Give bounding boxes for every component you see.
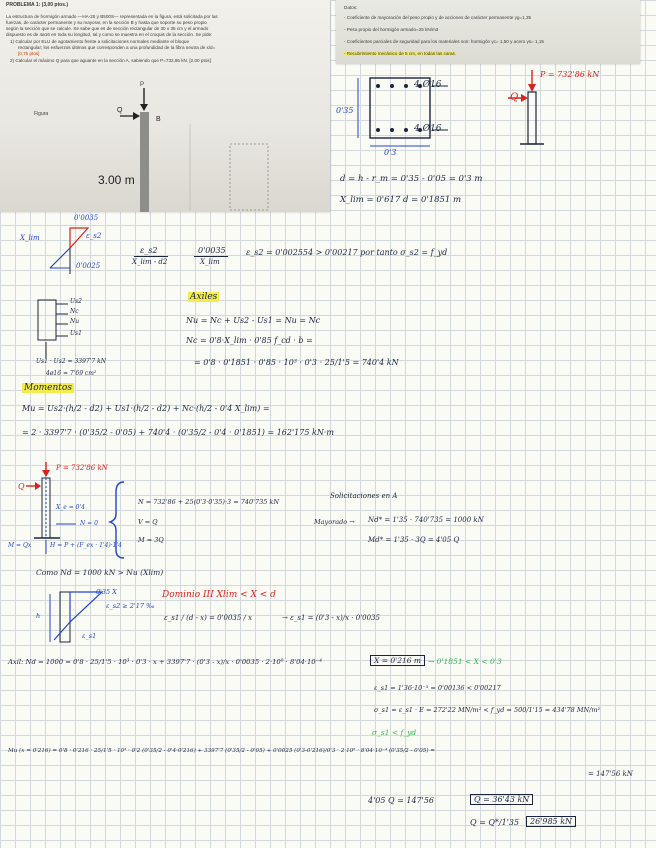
axiles-title [188,292,219,302]
item-line-4: 2) Calcular el máximo Q para que aguante en la sección A, sabiendo que P=732,86 kN. [2,00 ptos] [10,58,211,63]
strain-bottom-right: 0'0025 [76,262,101,270]
data-line-1: - Coeficiente de mayoración del peso propio y de acciones de carácter permanente γg=1,35 [344,15,532,20]
data-photo [336,0,640,64]
column-v-eq: V = Q [138,518,158,526]
strain-result: ε_s2 = 0'002554 > 0'00217 por tanto σ_s2 = f_yd [246,248,448,257]
final-moment-equation: Mu (x = 0'216) = 0'8 · 0'216 · 25/1'5 · 10³ · 0'2 (0'35/2 - 0'4·0'216) + 3397'7 (0'35/2 - 0'05) + 0'0025 (0'3-0'216)/0'3 · 2·10⁸ · 8'04·10⁻⁴ (0'35/2 - 0'05) = [8,748,435,754]
axil-d1: Us1 · Us2 = 3397'7 kN [36,358,106,365]
final-moment-result: = 147'56 kN [588,770,633,778]
strain-ratio-right-den: X_lim [200,258,220,266]
axiles-line-3: = 0'8 · 0'1851 · 0'85 · 10³ · 0'3 · 25/1'5 = 740'4 kN [194,358,399,367]
momentos-line-1: Mu = Us2·(h/2 - d2) + Us1·(h/2 - d2) + Nc·(h/2 - 0'4 X_lim) = [22,404,270,413]
calc-effective-depth: d = h - r_m = 0'35 - 0'05 = 0'3 m [340,174,483,184]
axil-d2: 4ø16 = 7'69 cm² [46,370,97,377]
final-q-result: Q = 36'43 kN [470,794,533,805]
section-top-bars: 4 Ø16 [414,80,442,90]
axil-lhs-nu: Nu [70,318,80,325]
domain-right: ε_s2 ≥ 2'17 ‰ [106,602,155,610]
axil-equation: Axil: Nd = 1000 = 0'8 · 25/1'5 · 10³ · 0'3 · x + 3397'7 · (0'3 - x)/x · 0'0035 · 2·10⁸ · 8'04·10⁻⁴ [8,658,322,666]
domain-left: h [36,612,41,620]
momentos-title-text: Momentos [24,383,72,393]
item-line-2: rectangular; los esfuerzos últimos que corresponden a una profundidad de la fibra neutra de x/d= [18,45,216,50]
axiles-title-text: Axiles [190,292,218,302]
mayorado-n: Nd* = 1'35 · 740'735 = 1000 kN [368,516,484,524]
problem-photo [0,0,330,212]
statement-line-2: fuerzas, de carácter permanente y su mayorar, en la sección B y hasta que soporte su peso propio [6,20,207,25]
section-height: 0'35 [336,106,354,115]
statement-line-3: según la sección que se calcule. Se sabe que es de sección rectangular de 30 x 35 cm y el armado [6,26,209,31]
axil-sigma: σ_s1 = ε_s1 · E = 272'22 MN/m² < f_yd = 500/1'15 = 434'78 MN/m² [374,706,601,714]
final-q-value: 26'985 kN [526,816,576,827]
structure-figure [100,74,300,212]
column-como: Como Nd = 1000 kN > Nu (Xlim) [36,568,164,577]
column-corner: M = Qx [8,542,32,549]
section-width: 0'3 [384,148,397,157]
domain-eq-right: → ε_s1 = (0'3 - x)/x · 0'0035 [282,614,380,622]
momentos-line-2: = 2 · 3397'7 · (0'35/2 - 0'05) + 740'4 · (0'35/2 - 0'4 · 0'1851) = 162'175 kN·m [22,428,334,437]
column-n-eq: N = 732'86 + 25(0'3·0'35)·3 = 740'735 kN [138,498,280,506]
final-equation: 4'05 Q = 147'56 [368,796,435,805]
domain-bottom: ε_s1 [82,632,97,640]
column-load-p: P = 732'86 kN [56,464,108,472]
column-mid: X_e = 0'4 [56,504,85,511]
axil-lhs-us2: Us2 [70,298,82,305]
problem-title: PROBLEMA 1: (3,00 ptos.) [6,2,69,8]
section-label-q: Q [510,92,519,103]
figure-label: Figura [34,111,49,117]
solicitaciones-title: Solicitaciones en A [330,492,398,500]
axil-check: → 0'1851 < X < 0'3 [428,657,502,666]
column-bottom-h: H = P + (F_ex · 1'4)·1'4 [50,542,122,549]
axil-result: X = 0'216 m [370,655,425,666]
mayorado-label: Mayorado → [314,518,355,526]
figure-label-q: Q [117,107,123,114]
figure-label-p: P [140,82,145,88]
strain-ratio-left-den: X_lim - d2 [132,258,168,266]
figure-label-b: B [156,116,161,123]
domain-eq-left: ε_s1 / (d - x) = 0'0035 / x [164,614,253,622]
strain-top: 0'0035 [74,214,99,222]
axil-condition: σ_s1 < f_yd [372,728,417,737]
strain-ratio-right-num: 0'0035 [198,246,226,255]
item-line-3: [0,75 ptos] [18,51,40,56]
data-line-4: - Recubrimiento mecánico de 5 cm, en todas las caras. [344,51,457,56]
domain-title: Dominio III Xlim < X < d [162,590,276,600]
statement-line-4: dispuesto es de 4ø16 en toda su longitud, tal y como se muestra en el croquis de la sección. Se pide: [6,32,213,37]
data-line-3: - Coeficientes parciales de seguridad para los materiales son: hormigón γc= 1,50 y acero γs= 1,15 [344,39,544,44]
axil-lhs-nc: Nc [70,308,79,315]
statement-line-1: La estructura de hormigón armado —HA-25 y B500S— representada en la figura, está solicitada por las [6,14,218,19]
final-q-label: Q = Q*/1'35 [470,818,520,827]
data-title: Datos: [344,5,358,10]
domain-top: 0'35 X [96,588,117,596]
cross-section-drawing [340,70,640,160]
data-line-2: - Peso propio del hormigón armado=25 kN/m3 [344,27,439,32]
strain-left: X_lim [20,234,40,242]
section-bottom-bars: 4 Ø16 [414,124,442,134]
figure-height: 3.00 m [98,173,135,187]
mayorado-m: Md* = 1'35 · 3Q = 4'05 Q [368,536,460,544]
strain-eps-s2: ε_s2 [86,232,102,240]
column-m-eq: M = 3Q [138,536,164,544]
fraction-bar-left [134,256,168,257]
strain-ratio-left-num: ε_s2 [140,246,158,255]
fraction-bar-right [194,256,228,257]
column-bottom-n: N = 0 [80,520,98,527]
axil-lhs-us1: Us1 [70,330,82,337]
column-label-q: Q [18,482,25,491]
calc-xlim: X_lim = 0'617 d = 0'1851 m [340,195,462,205]
axiles-line-1: Nu = Nc + Us2 - Us1 = Nu = Nc [186,316,321,325]
item-line-1: 1) Calcular por ELU de agotamiento frente a solicitaciones normales mediante el bloque [10,39,190,44]
strain-diagram [30,218,120,278]
axiles-line-2: Nc = 0'8·X_lim · 0'85 f_cd · b = [186,336,313,345]
column-shape [140,112,149,212]
axil-es1: ε_s1 = 1'36·10⁻³ = 0'00136 < 0'00217 [374,684,501,692]
momentos-title [22,383,74,393]
section-load-p: P = 732'86 kN [540,70,600,79]
